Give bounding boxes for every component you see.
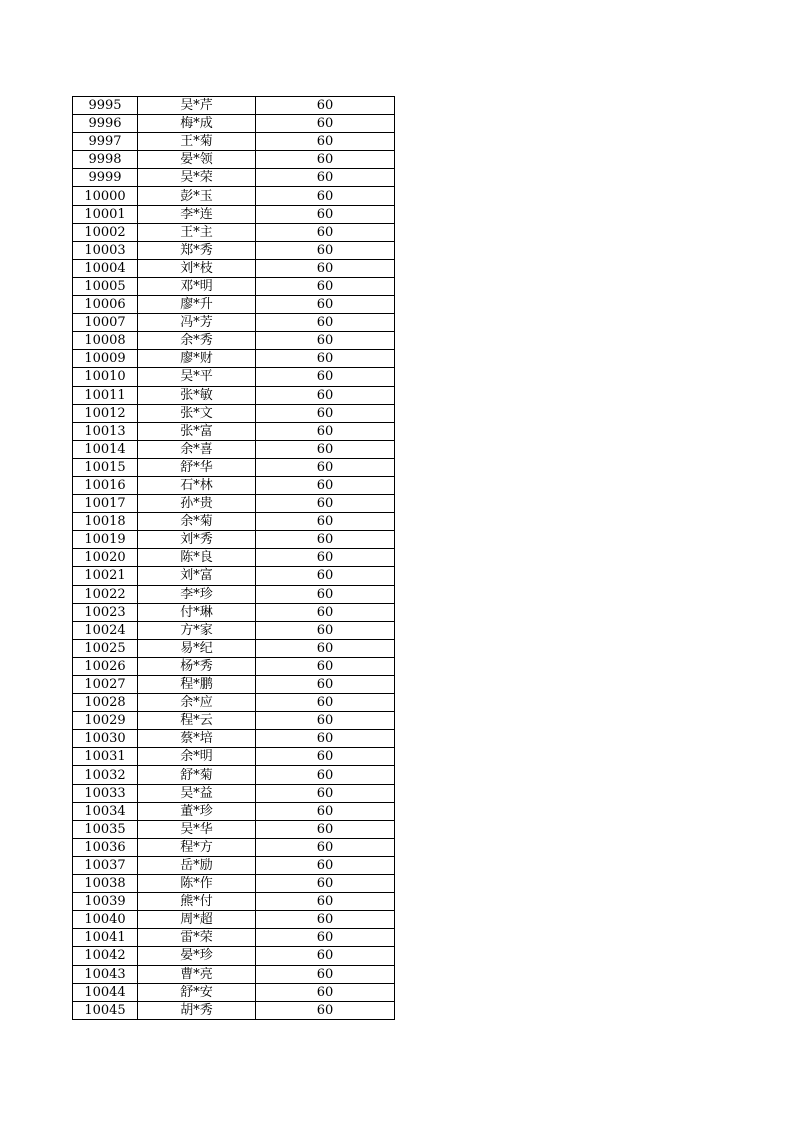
table-row [73, 712, 395, 730]
row-value-cell: 60 [256, 929, 395, 947]
table-row [73, 241, 395, 259]
table-row [73, 422, 395, 440]
table-row [73, 332, 395, 350]
table-row [73, 856, 395, 874]
table-row [73, 296, 395, 314]
row-value-cell: 60 [256, 97, 395, 115]
row-name-cell: 石*林 [138, 476, 256, 494]
row-value-cell: 60 [256, 549, 395, 567]
row-id-cell: 9996 [73, 115, 138, 133]
row-value-cell: 60 [256, 893, 395, 911]
row-id-cell: 10019 [73, 531, 138, 549]
table-row [73, 151, 395, 169]
row-value-cell: 60 [256, 856, 395, 874]
row-name-cell: 晏*珍 [138, 947, 256, 965]
row-value-cell: 60 [256, 133, 395, 151]
table-row [73, 748, 395, 766]
table-row [73, 639, 395, 657]
row-name-cell: 刘*秀 [138, 531, 256, 549]
table-row [73, 983, 395, 1001]
row-name-cell: 梅*成 [138, 115, 256, 133]
table-row [73, 350, 395, 368]
row-value-cell: 60 [256, 277, 395, 295]
table-row [73, 603, 395, 621]
row-value-cell: 60 [256, 621, 395, 639]
table-row [73, 133, 395, 151]
row-name-cell: 周*超 [138, 911, 256, 929]
row-value-cell: 60 [256, 802, 395, 820]
row-value-cell: 60 [256, 368, 395, 386]
row-name-cell: 廖*升 [138, 296, 256, 314]
row-name-cell: 舒*华 [138, 458, 256, 476]
row-id-cell: 9998 [73, 151, 138, 169]
table-row [73, 802, 395, 820]
row-name-cell: 吴*芹 [138, 97, 256, 115]
row-value-cell: 60 [256, 875, 395, 893]
row-value-cell: 60 [256, 151, 395, 169]
table-row [73, 531, 395, 549]
row-value-cell: 60 [256, 314, 395, 332]
records-table [72, 96, 395, 1020]
row-name-cell: 蔡*培 [138, 730, 256, 748]
row-name-cell: 刘*枝 [138, 259, 256, 277]
row-name-cell: 易*纪 [138, 639, 256, 657]
row-value-cell: 60 [256, 495, 395, 513]
table-row [73, 277, 395, 295]
row-value-cell: 60 [256, 838, 395, 856]
row-id-cell: 10010 [73, 368, 138, 386]
table-row [73, 657, 395, 675]
row-value-cell: 60 [256, 657, 395, 675]
table-row [73, 567, 395, 585]
row-id-cell: 10013 [73, 422, 138, 440]
row-value-cell: 60 [256, 332, 395, 350]
row-id-cell: 10041 [73, 929, 138, 947]
row-id-cell: 10006 [73, 296, 138, 314]
row-id-cell: 10036 [73, 838, 138, 856]
row-value-cell: 60 [256, 440, 395, 458]
table-row [73, 585, 395, 603]
row-value-cell: 60 [256, 639, 395, 657]
table-row [73, 259, 395, 277]
table-row [73, 1001, 395, 1019]
row-name-cell: 余*明 [138, 748, 256, 766]
row-value-cell: 60 [256, 169, 395, 187]
row-value-cell: 60 [256, 476, 395, 494]
row-id-cell: 10004 [73, 259, 138, 277]
row-id-cell: 10015 [73, 458, 138, 476]
table-row [73, 513, 395, 531]
row-name-cell: 余*应 [138, 694, 256, 712]
row-value-cell: 60 [256, 585, 395, 603]
row-id-cell: 10009 [73, 350, 138, 368]
row-name-cell: 晏*领 [138, 151, 256, 169]
row-name-cell: 熊*付 [138, 893, 256, 911]
row-id-cell: 10045 [73, 1001, 138, 1019]
table-row [73, 820, 395, 838]
row-name-cell: 张*富 [138, 422, 256, 440]
row-value-cell: 60 [256, 965, 395, 983]
row-value-cell: 60 [256, 404, 395, 422]
table-row [73, 911, 395, 929]
table-row [73, 458, 395, 476]
table-row [73, 187, 395, 205]
row-id-cell: 9995 [73, 97, 138, 115]
row-id-cell: 10000 [73, 187, 138, 205]
row-name-cell: 雷*荣 [138, 929, 256, 947]
table-row [73, 947, 395, 965]
row-id-cell: 10028 [73, 694, 138, 712]
row-id-cell: 9997 [73, 133, 138, 151]
row-id-cell: 10042 [73, 947, 138, 965]
row-name-cell: 曹*亮 [138, 965, 256, 983]
row-name-cell: 余*菊 [138, 513, 256, 531]
table-row [73, 838, 395, 856]
row-name-cell: 吴*华 [138, 820, 256, 838]
row-id-cell: 10034 [73, 802, 138, 820]
row-value-cell: 60 [256, 748, 395, 766]
row-name-cell: 程*云 [138, 712, 256, 730]
row-name-cell: 程*鹏 [138, 676, 256, 694]
row-value-cell: 60 [256, 259, 395, 277]
row-name-cell: 张*敏 [138, 386, 256, 404]
row-id-cell: 10033 [73, 784, 138, 802]
row-name-cell: 张*文 [138, 404, 256, 422]
row-id-cell: 10043 [73, 965, 138, 983]
table-row [73, 929, 395, 947]
row-value-cell: 60 [256, 947, 395, 965]
table-row [73, 115, 395, 133]
row-value-cell: 60 [256, 820, 395, 838]
row-value-cell: 60 [256, 223, 395, 241]
row-value-cell: 60 [256, 350, 395, 368]
table-row [73, 730, 395, 748]
row-id-cell: 10022 [73, 585, 138, 603]
row-name-cell: 孙*贵 [138, 495, 256, 513]
row-id-cell: 10037 [73, 856, 138, 874]
row-id-cell: 10029 [73, 712, 138, 730]
records-table-body [73, 97, 395, 1020]
row-value-cell: 60 [256, 603, 395, 621]
row-name-cell: 王*主 [138, 223, 256, 241]
table-row [73, 549, 395, 567]
row-id-cell: 10035 [73, 820, 138, 838]
row-id-cell: 10008 [73, 332, 138, 350]
table-row [73, 875, 395, 893]
row-id-cell: 10003 [73, 241, 138, 259]
row-id-cell: 10021 [73, 567, 138, 585]
row-value-cell: 60 [256, 205, 395, 223]
table-row [73, 476, 395, 494]
row-id-cell: 10001 [73, 205, 138, 223]
row-value-cell: 60 [256, 911, 395, 929]
row-id-cell: 10012 [73, 404, 138, 422]
row-value-cell: 60 [256, 712, 395, 730]
row-value-cell: 60 [256, 694, 395, 712]
row-name-cell: 方*家 [138, 621, 256, 639]
row-name-cell: 彭*玉 [138, 187, 256, 205]
table-row [73, 495, 395, 513]
row-name-cell: 余*喜 [138, 440, 256, 458]
row-name-cell: 胡*秀 [138, 1001, 256, 1019]
table-row [73, 784, 395, 802]
row-value-cell: 60 [256, 730, 395, 748]
row-name-cell: 冯*芳 [138, 314, 256, 332]
row-id-cell: 10032 [73, 766, 138, 784]
row-id-cell: 10023 [73, 603, 138, 621]
row-name-cell: 杨*秀 [138, 657, 256, 675]
row-value-cell: 60 [256, 296, 395, 314]
table-row [73, 97, 395, 115]
row-id-cell: 10039 [73, 893, 138, 911]
table-row [73, 766, 395, 784]
row-value-cell: 60 [256, 458, 395, 476]
row-name-cell: 王*菊 [138, 133, 256, 151]
row-id-cell: 10017 [73, 495, 138, 513]
row-name-cell: 邓*明 [138, 277, 256, 295]
row-id-cell: 10031 [73, 748, 138, 766]
table-row [73, 893, 395, 911]
table-row [73, 440, 395, 458]
table-row [73, 694, 395, 712]
row-name-cell: 程*方 [138, 838, 256, 856]
row-name-cell: 吴*平 [138, 368, 256, 386]
row-name-cell: 刘*富 [138, 567, 256, 585]
row-name-cell: 余*秀 [138, 332, 256, 350]
row-id-cell: 9999 [73, 169, 138, 187]
table-row [73, 404, 395, 422]
row-name-cell: 郑*秀 [138, 241, 256, 259]
table-row [73, 368, 395, 386]
row-name-cell: 李*珍 [138, 585, 256, 603]
row-value-cell: 60 [256, 766, 395, 784]
row-id-cell: 10038 [73, 875, 138, 893]
row-value-cell: 60 [256, 567, 395, 585]
row-value-cell: 60 [256, 115, 395, 133]
row-name-cell: 付*琳 [138, 603, 256, 621]
row-id-cell: 10024 [73, 621, 138, 639]
row-value-cell: 60 [256, 531, 395, 549]
row-id-cell: 10005 [73, 277, 138, 295]
row-id-cell: 10030 [73, 730, 138, 748]
row-id-cell: 10027 [73, 676, 138, 694]
row-id-cell: 10002 [73, 223, 138, 241]
table-row [73, 223, 395, 241]
row-id-cell: 10020 [73, 549, 138, 567]
row-id-cell: 10026 [73, 657, 138, 675]
row-id-cell: 10018 [73, 513, 138, 531]
table-row [73, 386, 395, 404]
table-row [73, 314, 395, 332]
row-value-cell: 60 [256, 187, 395, 205]
row-name-cell: 廖*财 [138, 350, 256, 368]
row-name-cell: 吴*荣 [138, 169, 256, 187]
row-value-cell: 60 [256, 676, 395, 694]
row-value-cell: 60 [256, 422, 395, 440]
row-id-cell: 10025 [73, 639, 138, 657]
table-row [73, 169, 395, 187]
table-row [73, 676, 395, 694]
row-name-cell: 李*连 [138, 205, 256, 223]
table-row [73, 965, 395, 983]
row-id-cell: 10044 [73, 983, 138, 1001]
row-name-cell: 舒*安 [138, 983, 256, 1001]
row-value-cell: 60 [256, 983, 395, 1001]
row-value-cell: 60 [256, 1001, 395, 1019]
row-name-cell: 岳*励 [138, 856, 256, 874]
row-name-cell: 董*珍 [138, 802, 256, 820]
row-value-cell: 60 [256, 241, 395, 259]
row-name-cell: 陈*良 [138, 549, 256, 567]
row-value-cell: 60 [256, 513, 395, 531]
row-id-cell: 10016 [73, 476, 138, 494]
row-name-cell: 吴*益 [138, 784, 256, 802]
row-value-cell: 60 [256, 784, 395, 802]
row-id-cell: 10014 [73, 440, 138, 458]
table-row [73, 621, 395, 639]
row-id-cell: 10011 [73, 386, 138, 404]
row-id-cell: 10040 [73, 911, 138, 929]
row-value-cell: 60 [256, 386, 395, 404]
row-name-cell: 舒*菊 [138, 766, 256, 784]
table-row [73, 205, 395, 223]
row-id-cell: 10007 [73, 314, 138, 332]
row-name-cell: 陈*作 [138, 875, 256, 893]
